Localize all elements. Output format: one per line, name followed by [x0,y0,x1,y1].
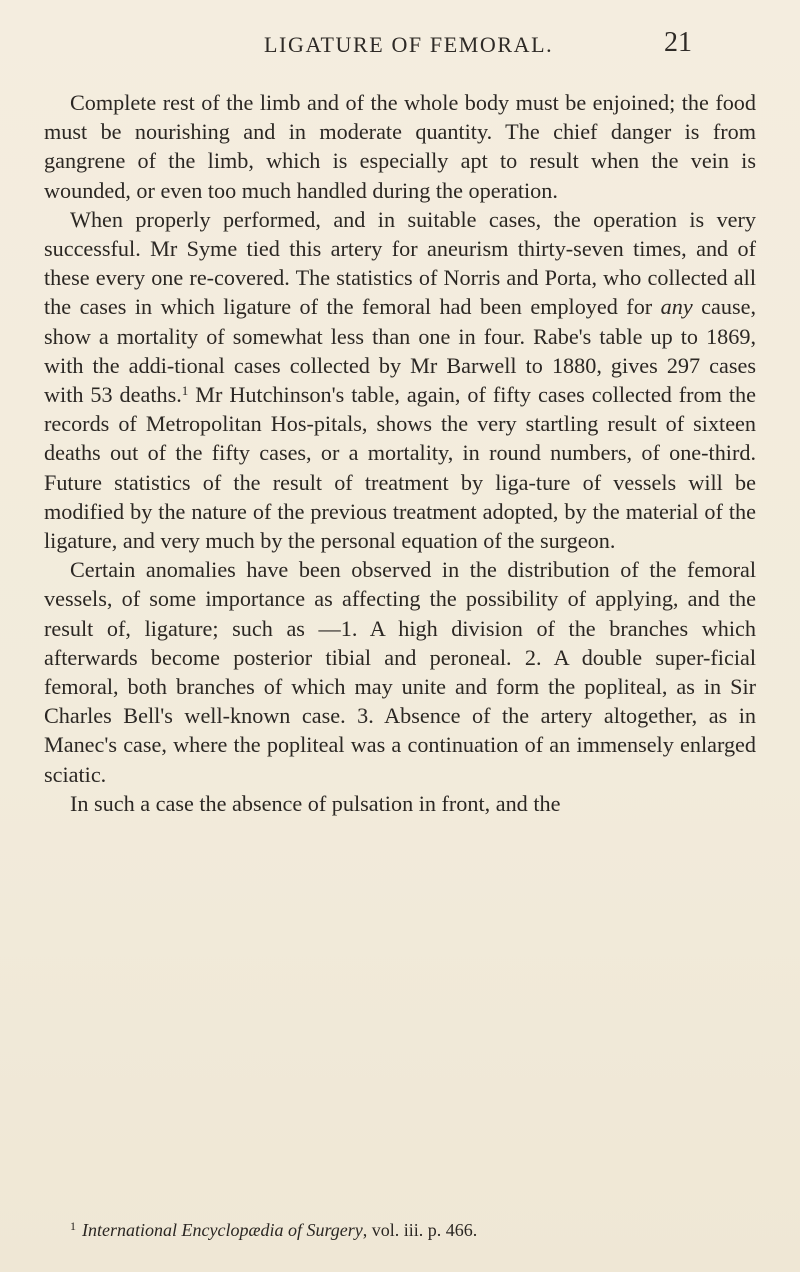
footnote-mark: 1 [70,1219,76,1233]
page-number: 21 [664,27,692,58]
emphasis-any: any [660,294,693,320]
footnote-reference: 1 [181,383,189,399]
paragraph-4-text: In such a case the absence of pulsation in front, and the [70,790,561,816]
paragraph-1 [44,88,756,205]
footnote [70,1218,750,1242]
paragraph-3-text: Certain anomalies have been observed in the distribution of the femoral vessels, of some importance as affecting the possibility of applying, and the result of, ligature; such as —1. A high division of the branches which afterwards become posterior tibial and peroneal. 2. A double super-ficial femoral, both branches of which may unite and form the popliteal, as in Sir Charles Bell's well-known case. 3. Absence of the artery altogether, as in Manec's case, where the popliteal was a continuation of an immensely enlarged sciatic. [44,557,756,787]
running-title: LIGATURE OF FEMORAL. [264,32,554,57]
running-head [0,24,800,64]
paragraph-2-text-c: Mr Hutchinson's table, again, of fifty cases collected from the records of Metropolitan Hos-pitals, shows the very startling result of sixteen deaths out of the fifty cases, or a mortality, in round numbers, of one-third. Future statistics of the result of treatment by liga-ture of vessels will be modified by the nature of the previous treatment adopted, by the material of the ligature, and very much by the personal equation of the surgeon. [44,382,756,554]
paragraph-2 [44,205,756,555]
body-text [44,88,756,818]
footnote-citation: , vol. iii. p. 466. [362,1220,478,1240]
paragraph-3 [44,555,756,789]
paragraph-2-text-b: cause, show a mortality of somewhat less than one in four. Rabe's table up to 1869, with the addi-tional cases collected by Mr Barwell to 1880, gives 297 cases with 53 deaths. [44,294,756,408]
footnote-title: International Encyclopædia of Surgery [82,1220,363,1240]
paragraph-1-text: Complete rest of the limb and of the whole body must be enjoined; the food must be nourishing and in moderate quantity. The chief danger is from gangrene of the limb, which is especially apt to result when the vein is wounded, or even too much handled during the operation. [44,90,756,203]
paragraph-4 [44,789,756,818]
paragraph-2-text-a: When properly performed, and in suitable cases, the operation is very successful. Mr Syme tied this artery for aneurism thirty-seven times, and of these every one re-covered. The statistics of Norris and Porta, who collected all the cases in which ligature of the femoral had been employed for [44,206,756,320]
